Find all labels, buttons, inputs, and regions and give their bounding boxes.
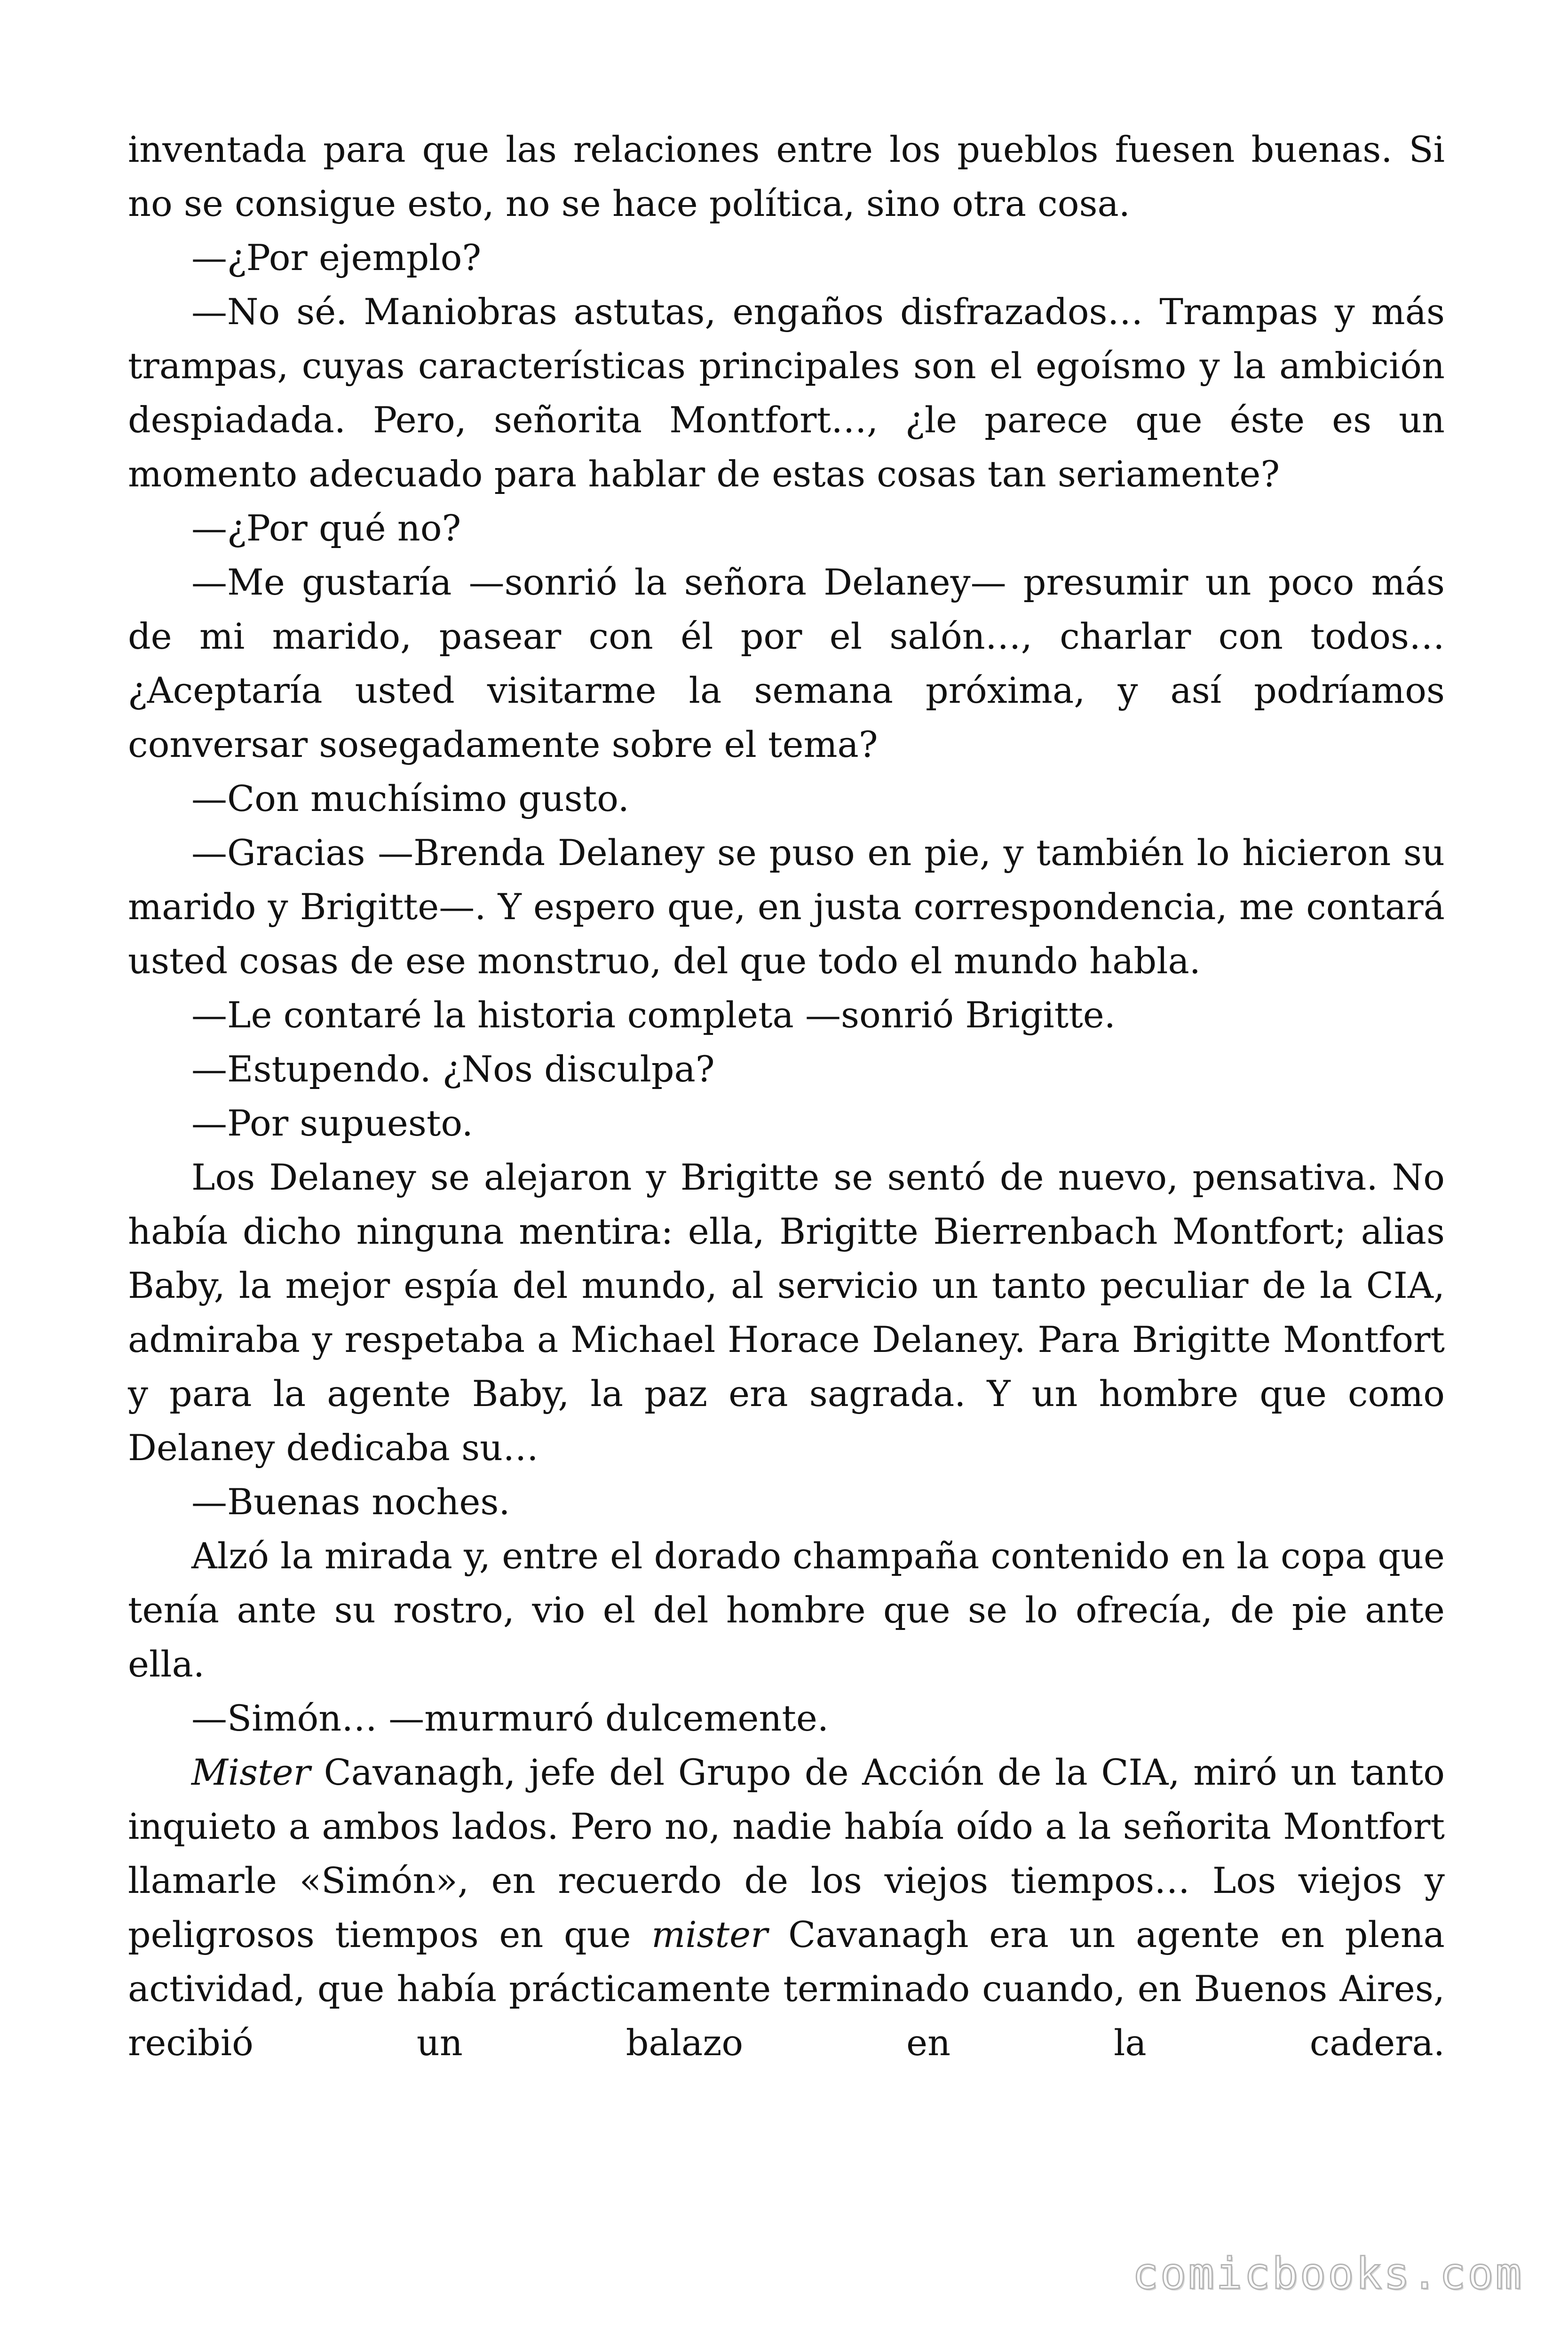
paragraph: Alzó la mirada y, entre el dorado champaña contenido en la copa que tenía ante su rostro, vio el del hombre que se lo ofrecía, de pie ante ella. [128,1535,1445,1685]
dialogue-line: —¿Por ejemplo? [191,237,482,278]
italic-term: mister [651,1914,768,1955]
dialogue-line: —Estupendo. ¿Nos disculpa? [191,1048,715,1090]
paragraph: inventada para que las relaciones entre los pueblos fuesen buenas. Si no se consigue esto, no se hace política, sino otra cosa. [128,128,1445,224]
dialogue-line: —No sé. Maniobras astutas, engaños disfrazados… Trampas y más trampas, cuyas características principales son el egoísmo y la ambición despiadada. Pero, señorita Montfort…, ¿le parece que éste es un momento adecuado para hablar de estas cosas tan seriamente? [128,291,1445,495]
dialogue-line: —Por supuesto. [191,1102,473,1144]
dialogue-line: —Gracias —Brenda Delaney se puso en pie, y también lo hicieron su marido y Brigitte—. Y espero que, en justa correspondencia, me contará usted cosas de ese monstruo, del que todo el mundo habla. [128,832,1445,982]
text-run: Cavanagh era un agente en plena actividad, que había prácticamente terminado cuando, en Buenos Aires, recibió un balazo en la cadera. [128,1914,1445,2064]
italic-term: Mister [191,1751,310,1793]
dialogue-line: —Me gustaría —sonrió la señora Delaney— presumir un poco más de mi marido, pasear con él por el salón…, charlar con todos… ¿Aceptaría usted visitarme la semana próxima, y así podríamos conversar sosegadamente sobre el tema? [128,561,1445,765]
dialogue-line: —Con muchísimo gusto. [191,778,629,819]
paragraph: Los Delaney se alejaron y Brigitte se sentó de nuevo, pensativa. No había dicho ninguna mentira: ella, Brigitte Bierrenbach Montfort; alias Baby, la mejor espía del mundo, al servicio un tanto peculiar de la CIA, admiraba y respetaba a Michael Horace Delaney. Para Brigitte Montfort y para la agente Baby, la paz era sagrada. Y un hombre que como Delaney dedicaba su… [128,1156,1445,1469]
dialogue-line: —Le contaré la historia completa —sonrió Brigitte. [191,994,1116,1036]
watermark: comicbooks.com [1132,2249,1523,2299]
text-run: Cavanagh, jefe del Grupo de Acción de la CIA, miró un tanto inquieto a ambos lados. Pero no, nadie había oído a la señorita Montfort llamarle «Simón», en recuerdo de los viejos tiempos… Los viejos y peligrosos tiempos en que [128,1751,1445,1955]
paragraph [128,1745,1445,2070]
dialogue-line: —Buenas noches. [191,1481,510,1523]
dialogue-line: —Simón… —murmuró dulcemente. [191,1697,829,1739]
book-page-text [128,122,1445,2070]
dialogue-line: —¿Por qué no? [191,507,461,549]
